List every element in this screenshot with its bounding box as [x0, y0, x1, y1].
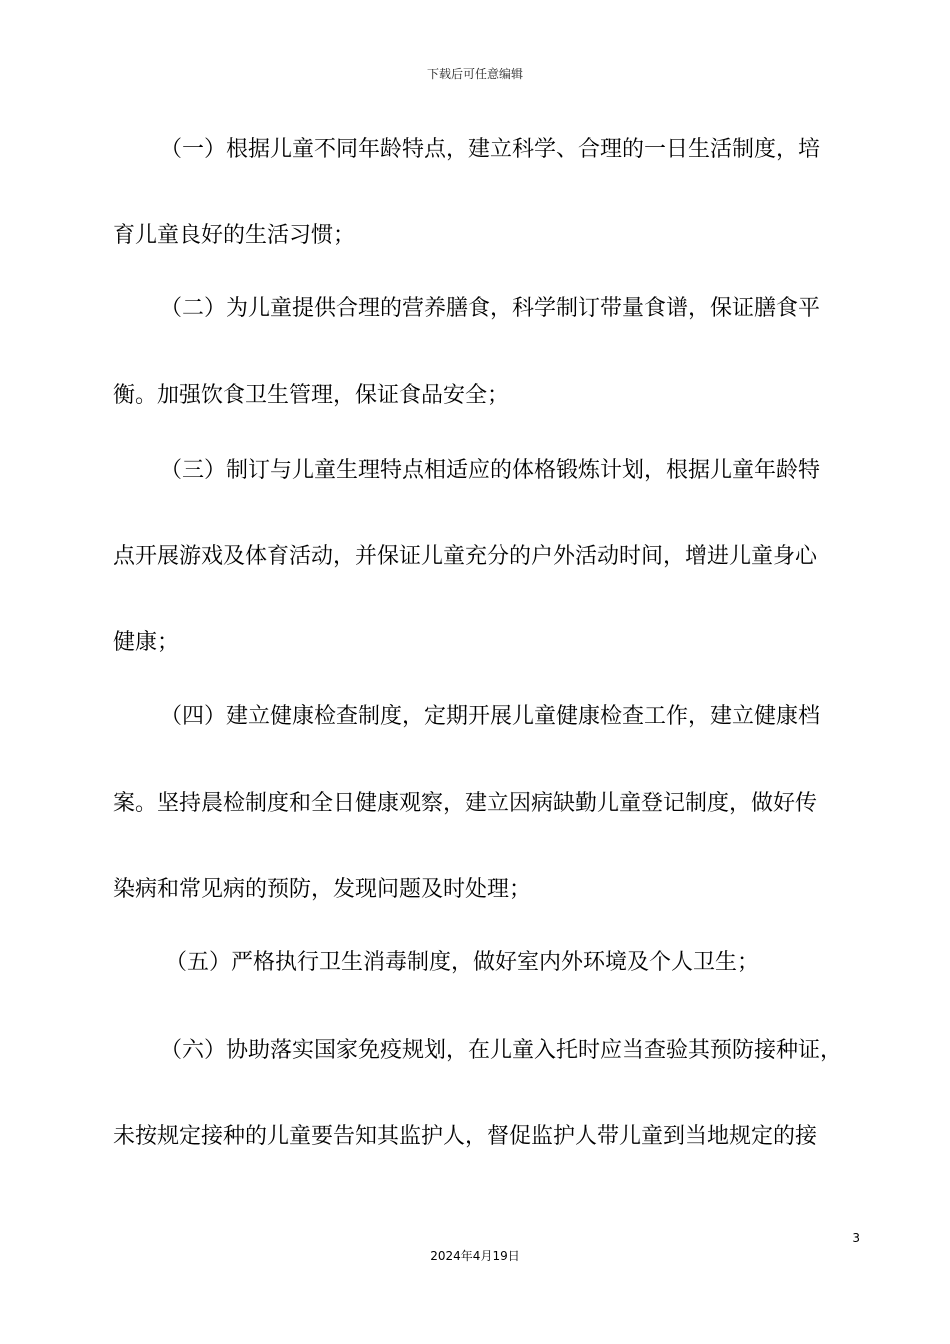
paragraph-2-line-1: （二）为儿童提供合理的营养膳食，科学制订带量食谱，保证膳食平	[160, 296, 821, 321]
paragraph-4-line-3: 染病和常见病的预防，发现问题及时处理；	[113, 877, 532, 902]
footer-date: 2024年4月19日	[430, 1249, 520, 1263]
page-number: 3	[852, 1231, 860, 1245]
paragraph-6-line-1: （六）协助落实国家免疫规划，在儿童入托时应当查验其预防接种证，	[160, 1038, 843, 1063]
paragraph-4-line-1: （四）建立健康检查制度，定期开展儿童健康检查工作，建立健康档	[160, 704, 821, 729]
paragraph-1-line-1: （一）根据儿童不同年龄特点，建立科学、合理的一日生活制度，培	[160, 137, 821, 162]
paragraph-4-line-2: 案。坚持晨检制度和全日健康观察，建立因病缺勤儿童登记制度，做好传	[113, 791, 818, 816]
paragraph-3-line-3: 健康；	[113, 630, 180, 655]
paragraph-6-line-2: 未按规定接种的儿童要告知其监护人，督促监护人带儿童到当地规定的接	[113, 1124, 818, 1149]
page-header: 下载后可任意编辑	[426, 67, 523, 81]
paragraph-3-line-2: 点开展游戏及体育活动，并保证儿童充分的户外活动时间，增进儿童身心	[113, 544, 818, 569]
paragraph-5-line-1: （五）严格执行卫生消毒制度，做好室内外环境及个人卫生；	[165, 950, 760, 975]
paragraph-2-line-2: 衡。加强饮食卫生管理，保证食品安全；	[113, 383, 510, 408]
paragraph-1-line-2: 育儿童良好的生活习惯；	[113, 223, 356, 248]
paragraph-3-line-1: （三）制订与儿童生理特点相适应的体格锻炼计划，根据儿童年龄特	[160, 458, 821, 483]
